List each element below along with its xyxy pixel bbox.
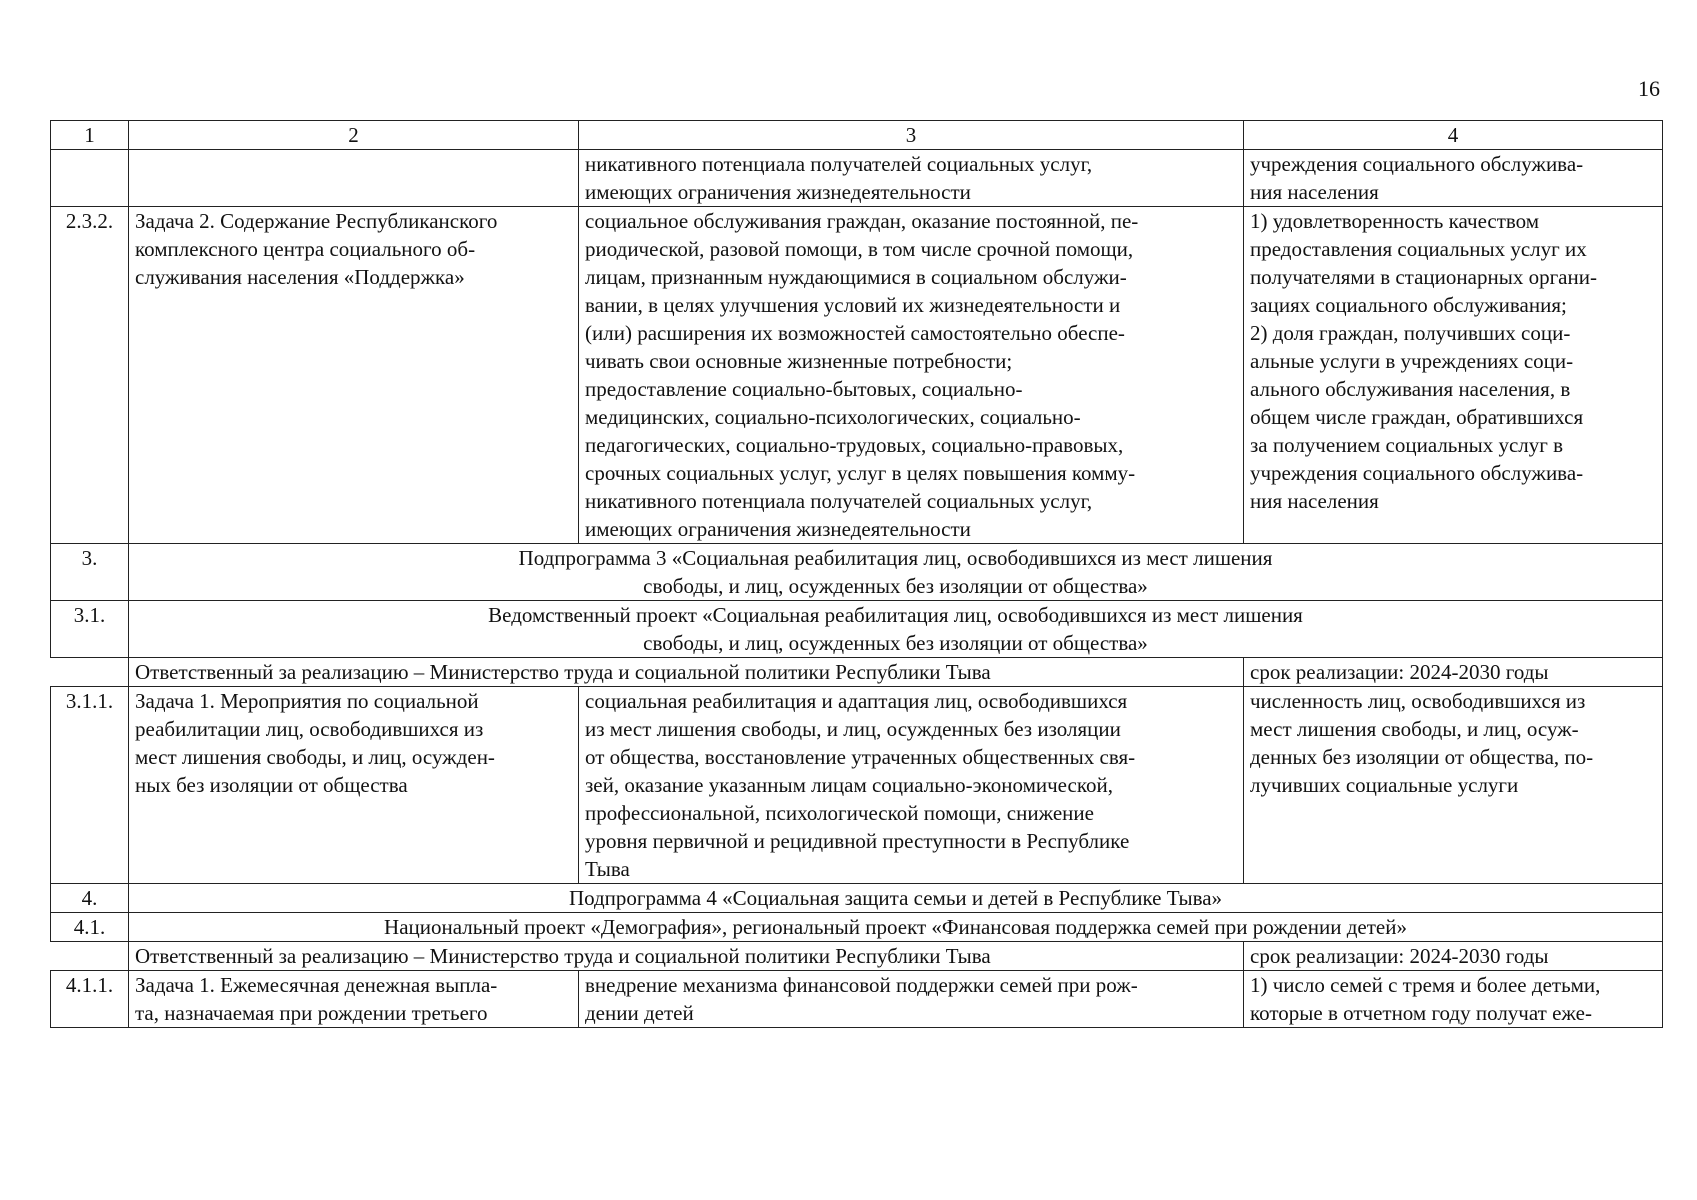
row-number: 4.1. [51,913,129,942]
period-cell: срок реализации: 2024-2030 годы [1244,942,1663,971]
subprogram-row [51,544,1663,601]
subprogram-title: Подпрограмма 3 «Социальная реабилитация лиц, освободившихся из мест лишения свободы, и лиц, осужденных без изоляции от общества» [129,544,1663,601]
subprogram-row [51,884,1663,913]
effects-cell: социальное обслуживания граждан, оказание постоянной, пе- риодической, разовой помощи, в том числе срочной помощи, лицам, признанным нуждающимися в социальном обслужи- вании, в целях улучшения условий их жизнедеятельности и (или) расширения их возможностей самостоятельно обеспе- чивать свои основные жизненные потребности; предоставление социально-бытовых, социально- медицинских, социально-психологических, социально- педагогических, социально-трудовых, социально-правовых, срочных социальных услуг, услуг в целях повышения комму- никативного потенциала получателей социальных услуг, имеющих ограничения жизнедеятельности [579,207,1244,544]
row-number: 4. [51,884,129,913]
header-col-3: 3 [579,121,1244,150]
table-row [51,150,1663,207]
task-cell: Задача 2. Содержание Республиканского комплексного центра социального об- служивания населения «Поддержка» [129,207,579,544]
task-cell: Задача 1. Ежемесячная денежная выпла- та, назначаемая при рождении третьего [129,971,579,1028]
table-row [51,687,1663,884]
row-number: 2.3.2. [51,207,129,544]
row-number [51,150,129,207]
task-cell: Задача 1. Мероприятия по социальной реабилитации лиц, освободившихся из мест лишения свободы, и лиц, осужден- ных без изоляции от общества [129,687,579,884]
page-number: 16 [1638,76,1660,101]
indicators-cell: учреждения социального обслужива- ния населения [1244,150,1663,207]
project-row [51,601,1663,658]
header-col-2: 2 [129,121,579,150]
empty-cell [51,658,129,687]
responsible-row [51,942,1663,971]
task-cell [129,150,579,207]
header-col-1: 1 [51,121,129,150]
table-row [51,971,1663,1028]
project-title: Ведомственный проект «Социальная реабилитация лиц, освободившихся из мест лишения свободы, и лиц, осужденных без изоляции от общества» [129,601,1663,658]
table-row [51,207,1663,544]
indicators-cell: численность лиц, освободившихся из мест лишения свободы, и лиц, осуж- денных без изоляции от общества, по- лучивших социальные услуги [1244,687,1663,884]
row-number: 4.1.1. [51,971,129,1028]
header-col-4: 4 [1244,121,1663,150]
row-number: 3.1. [51,601,129,658]
table-header-row [51,121,1663,150]
responsible-cell: Ответственный за реализацию – Министерство труда и социальной политики Республики Тыва [129,658,1244,687]
indicators-cell: 1) число семей с тремя и более детьми, которые в отчетном году получат еже- [1244,971,1663,1028]
project-title: Национальный проект «Демография», региональный проект «Финансовая поддержка семей при рождении детей» [129,913,1663,942]
effects-cell: внедрение механизма финансовой поддержки семей при рож- дении детей [579,971,1244,1028]
effects-cell: социальная реабилитация и адаптация лиц, освободившихся из мест лишения свободы, и лиц, осужденных без изоляции от общества, восстановление утраченных общественных свя- зей, оказание указанным лицам социально-экономической, профессиональной, психологической помощи, снижение уровня первичной и рецидивной преступности в Республике Тыва [579,687,1244,884]
empty-cell [51,942,129,971]
responsible-row [51,658,1663,687]
row-number: 3. [51,544,129,601]
period-cell: срок реализации: 2024-2030 годы [1244,658,1663,687]
responsible-cell: Ответственный за реализацию – Министерство труда и социальной политики Республики Тыва [129,942,1244,971]
row-number: 3.1.1. [51,687,129,884]
project-row [51,913,1663,942]
subprogram-title: Подпрограмма 4 «Социальная защита семьи и детей в Республике Тыва» [129,884,1663,913]
indicators-cell: 1) удовлетворенность качеством предоставления социальных услуг их получателями в стационарных органи- зациях социального обслуживания; 2) доля граждан, получивших соци- альные услуги в учреждениях соци- ального обслуживания населения, в общем числе граждан, обратившихся за получением социальных услуг в учреждения социального обслужива- ния населения [1244,207,1663,544]
effects-cell: никативного потенциала получателей социальных услуг, имеющих ограничения жизнедеятельности [579,150,1244,207]
program-table [50,120,1663,1028]
